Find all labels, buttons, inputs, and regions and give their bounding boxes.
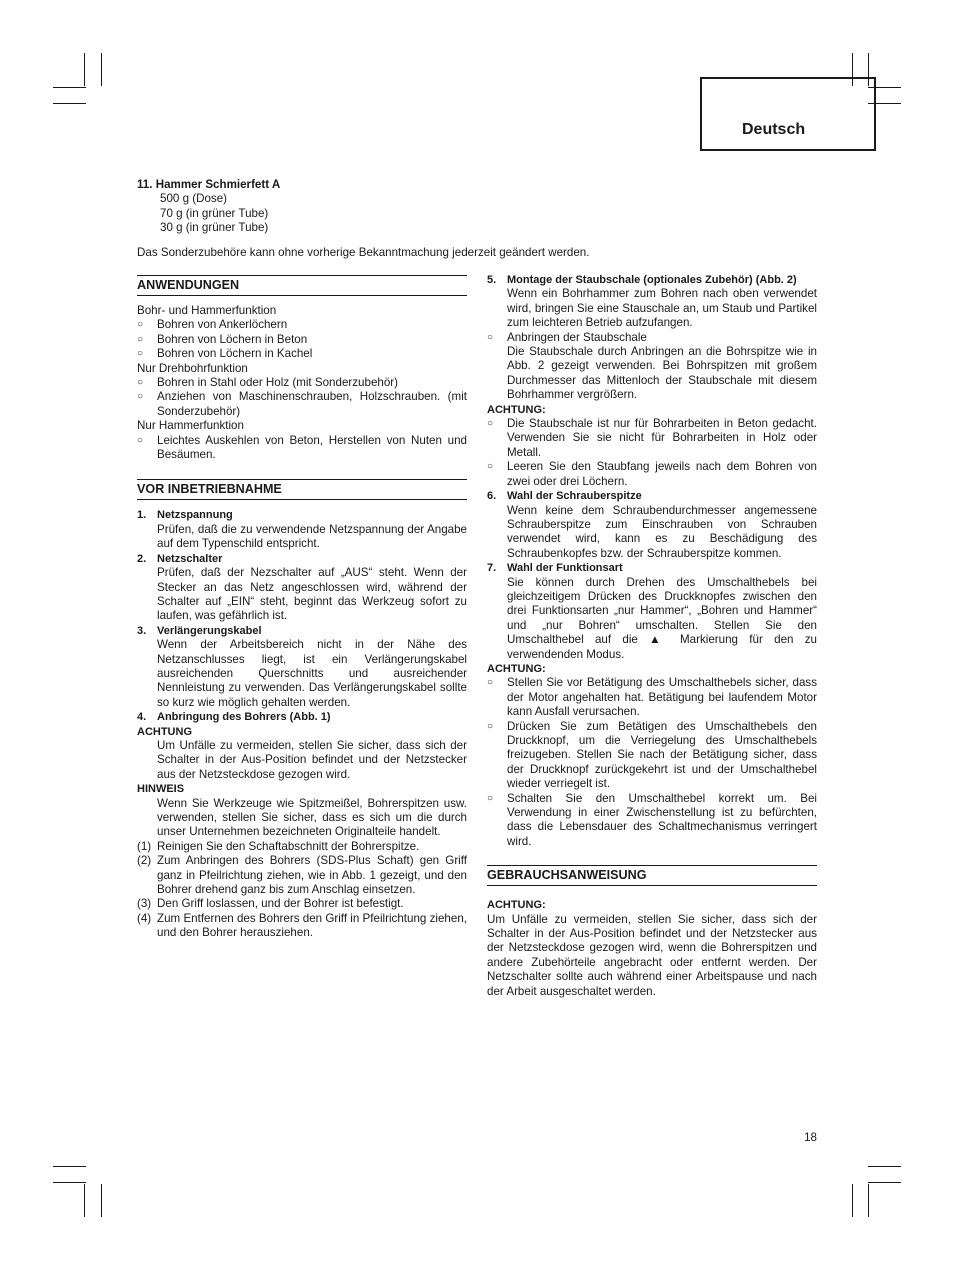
step-item: (4) Zum Entfernen des Bohrers den Griff in Pfeilrichtung ziehen, und den Bohrer herausziehen. — [137, 911, 467, 940]
function-heading: Nur Drehbohrfunktion — [137, 361, 248, 375]
crop-mark — [868, 1182, 901, 1183]
circle-bullet-icon: ○ — [137, 348, 144, 360]
paragraph: Um Unfälle zu vermeiden, stellen Sie sicher, dass sich der Schalter in der Aus-Position befindet und der Netzstecker aus der Netzsteckdose gezogen wird, wenn die Bohrerspitzen und andere Zubehörteile angebracht oder entfernt werden. Der Netzschalter sollte auch während einer Arbeitspause und nach der Arbeit ausgeschaltet werden. — [487, 912, 817, 998]
crop-mark — [84, 1184, 85, 1217]
paragraph: Die Staubschale durch Anbringen an die Bohrspitze wie in Abb. 2 gezeigt verwenden. Bei Bohrspitzen mit großem Durchmesser das Mittenloch der Staubschale mit diesem Bohrhammer vergrößern. — [507, 345, 817, 402]
circle-bullet-icon: ○ — [137, 333, 144, 345]
circle-bullet-icon: ○ — [487, 331, 494, 343]
circle-bullet-icon: ○ — [137, 434, 144, 446]
circle-bullet-icon: ○ — [487, 677, 494, 689]
right-column — [487, 273, 817, 999]
function-heading: Bohr- und Hammerfunktion — [137, 304, 277, 317]
list-item: ○ Die Staubschale ist nur für Bohrarbeiten in Beton gedacht. Verwenden Sie sie nicht für Bohrarbeiten in Holz oder Metall. — [487, 417, 817, 459]
list-item: ○ Anbringen der Staubschale — [487, 330, 647, 344]
circle-bullet-icon: ○ — [137, 319, 144, 331]
circle-bullet-icon: ○ — [487, 461, 494, 473]
list-item: ○ Bohren in Stahl oder Holz (mit Sonderzubehör) — [137, 376, 399, 390]
numbered-heading: 3. Verlängerungskabel — [137, 624, 262, 637]
crop-mark — [53, 1182, 86, 1183]
numbered-heading: 1. Netzspannung — [137, 509, 233, 522]
caution-label: ACHTUNG — [137, 725, 192, 738]
list-item: ○ Anziehen von Maschinenschrauben, Holzschrauben. (mit Sonderzubehör) — [137, 390, 467, 418]
crop-mark — [101, 1184, 102, 1217]
step-item: (1) Reinigen Sie den Schaftabschnitt der Bohrerspitze. — [137, 839, 420, 853]
caution-label: ACHTUNG: — [487, 662, 546, 675]
crop-mark — [101, 53, 102, 86]
circle-bullet-icon: ○ — [487, 792, 494, 804]
left-column — [137, 275, 467, 941]
list-item: ○ Drücken Sie zum Betätigen des Umschalthebels den Druckknopf, um die Verriegelung des Umschalthebels freizugeben. Stellen Sie nach der Betätigung sicher, dass der Druckknopf zurückgekehrt ist und der Umschalthebel wieder verriegelt ist. — [487, 719, 817, 791]
paragraph: Wenn keine dem Schraubendurchmesser angemessene Schrauberspitze zum Einschrauben von Schrauben verwendet wird, kann es zu Beschädigung des Schraubenkopfes bzw. der Schrauberspitze kommen. — [507, 503, 817, 560]
numbered-heading: 5. Montage der Staubschale (optionales Zubehör) (Abb. 2) — [487, 274, 797, 286]
numbered-heading: 7. Wahl der Funktionsart — [487, 562, 623, 575]
paragraph: Um Unfälle zu vermeiden, stellen Sie sicher, dass sich der Schalter in der Aus-Position befindet und der Netzstecker aus der Netzsteckdose gezogen wird. — [157, 738, 467, 781]
paragraph: Wenn ein Bohrhammer zum Bohren nach oben verwendet wird, bringen Sie eine Stauschale an, um Staub und Partikel zum leichteren Betrieb aufzufangen. — [507, 287, 817, 330]
paragraph: Sie können durch Drehen des Umschalthebels bei gleichzeitigem Drücken des Druckknopfes zwischen den drei Funktionsarten „nur Hammer“, „Bohren und Hammer“ und „nur Bohren“ umschalten. Stellen Sie den Umschalthebel auf die ▲ Markierung für den zu verwendenden Modus. — [507, 575, 817, 661]
top-block — [137, 178, 817, 260]
crop-mark — [868, 1166, 901, 1167]
caution-label: ACHTUNG: — [487, 899, 546, 912]
item-11-line: 500 g (Dose) — [160, 192, 228, 206]
crop-mark — [852, 1184, 853, 1217]
list-item: ○ Stellen Sie vor Betätigung des Umschalthebels sicher, dass der Motor angehalten hat. Betätigung bei laufendem Motor kann Ausfall verursachen. — [487, 676, 817, 719]
language-tab — [700, 77, 876, 151]
list-item: ○ Schalten Sie den Umschalthebel korrekt um. Bei Verwendung in einer Zwischenstellung ist zu befürchten, dass die Lebensdauer des Schaltmechanismus verringert wird. — [487, 791, 817, 848]
section-title-anwendungen: ANWENDUNGEN — [137, 275, 467, 296]
paragraph: Prüfen, daß die zu verwendende Netzspannung der Angabe auf dem Typenschild entspricht. — [157, 522, 467, 551]
page-number: 18 — [804, 1131, 817, 1144]
language-label: Deutsch — [742, 121, 806, 138]
crop-mark — [53, 87, 86, 88]
accessory-notice: Das Sonderzubehöre kann ohne vorherige Bekanntmachung jederzeit geändert werden. — [137, 245, 590, 259]
circle-bullet-icon: ○ — [487, 720, 494, 732]
circle-bullet-icon: ○ — [137, 391, 144, 403]
section-title-vor-inbetriebnahme: VOR INBETRIEBNAHME — [137, 479, 467, 500]
crop-mark — [53, 1166, 86, 1167]
caution-label: ACHTUNG: — [487, 403, 546, 416]
item-11-line: 30 g (in grüner Tube) — [160, 221, 269, 235]
crop-mark — [868, 1184, 869, 1217]
list-item: ○ Bohren von Löchern in Kachel — [137, 347, 313, 361]
item-11-label: 11. Hammer Schmierfett A — [137, 178, 281, 191]
step-item: (2) Zum Anbringen des Bohrers (SDS-Plus Schaft) gen Griff ganz in Pfeilrichtung ziehen, wie in Abb. 1 gezeigt, und den Bohrer drehend ganz bis zum Anschlag einsetzen. — [137, 854, 467, 897]
note-label: HINWEIS — [137, 783, 185, 796]
numbered-heading: 2. Netzschalter — [137, 552, 223, 565]
circle-bullet-icon: ○ — [137, 377, 144, 389]
paragraph: Wenn Sie Werkzeuge wie Spitzmeißel, Bohrerspitzen usw. verwenden, stellen Sie sicher, dass es sich um die durch unser Unternehmen bezeichneten Originalteile handelt. — [157, 796, 467, 839]
crop-mark — [84, 53, 85, 86]
crop-mark — [53, 103, 86, 104]
step-item: (3) Den Griff loslassen, und der Bohrer ist befestigt. — [137, 897, 404, 911]
item-11-line: 70 g (in grüner Tube) — [160, 206, 269, 220]
numbered-heading: 4. Anbringung des Bohrers (Abb. 1) — [137, 711, 331, 724]
circle-bullet-icon: ○ — [487, 418, 494, 430]
list-item: ○ Leeren Sie den Staubfang jeweils nach dem Bohren von zwei oder drei Löchern. — [487, 460, 817, 488]
function-heading: Nur Hammerfunktion — [137, 419, 244, 433]
list-item: ○ Bohren von Löchern in Beton — [137, 332, 308, 346]
numbered-heading: 6. Wahl der Schrauberspitze — [487, 490, 642, 503]
paragraph: Prüfen, daß der Nezschalter auf „AUS“ steht. Wenn der Stecker an das Netz angeschlossen wird, während der Schalter auf „EIN“ steht, beginnt das Werkzeug sofort zu laufen, was gefährlich ist. — [157, 566, 467, 623]
paragraph: Wenn der Arbeitsbereich nicht in der Nähe des Netzanschlusses liegt, ist ein Verlängerungskabel ausreichenden Querschnitts und ausreichender Nennleistung zu verwenden. Das Verlängerungskabel sollte so kurz wie möglich gehalten werden. — [157, 638, 467, 709]
section-title-gebrauchsanweisung: GEBRAUCHSANWEISUNG — [487, 865, 817, 886]
list-item: ○ Leichtes Auskehlen von Beton, Herstellen von Nuten und Besäumen. — [137, 433, 467, 462]
list-item: ○ Bohren von Ankerlöchern — [137, 318, 288, 332]
